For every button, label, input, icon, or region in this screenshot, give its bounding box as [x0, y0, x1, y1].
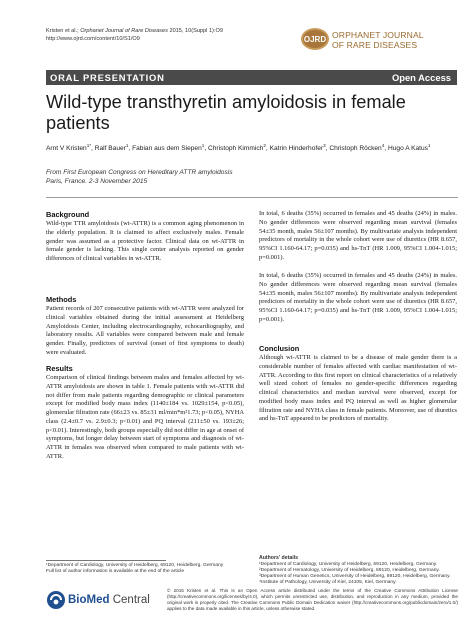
results-text: Comparison of clinical findings between males and females affected by wt-ATTR amyloidosis are shown in table 1. Female patients with wt-ATTR did not differ from male patients regarding demographic or clinical parameters except for modified body mass index (1140±184 vs. 1029±154, p<0.05), glomerular filtration rate (66±23 vs. 85±31 ml/min*m²1.73; p<0.05), NYHA class (2.4±0.7 vs. 2.9±0.3; p<0.01) and PQ interval (211±50 vs. 193±26; p<0.01). Interestingly, both groups especially did not differ in age at onset of symptoms, but longer delay between start of symptoms and diagnosis of wt-ATTR in females was observed when compared to male patients with wt-ATTR.	[46, 374, 244, 460]
publisher-name	[68, 593, 150, 607]
background-text: Wild-type TTR amyloidosis (wt-ATTR) is a common aging phenomenon in the elderly population. It is claimed to affect exclusively males. Female gender was assumed as a protective factor. Clinical data on wt-ATTR in female gender is lacking. This single center analysis reported on gender differences of clinical variables in wt-ATTR.	[46, 220, 244, 262]
results-continued-text-b: In total, 6 deaths (35%) occurred in females and 45 deaths (24%) in males. No gender differences were observed regarding mean survival (females 54±35 month, males 56±107 months). By multivariate analysis independent predictors of mortality in the whole cohort were use of diuretics (HR 8.657, 95%CI 1.160-64.17; p=0.035) and hs-TnT (HR 1.009, 95%CI 1.004-1.015; p=0.001).	[259, 272, 457, 323]
footnote-divider	[46, 560, 166, 561]
conclusion-text: Although wt-ATTR is claimed to be a disease of male gender there is a considerable number of females affected with cardiac manifestation of wt-ATTR. According to this first report on clinical characteristics of a relatively well sized cohort of females no gender-specific differences regarding clinical characteristics and median survival were observed, except for modified body mass index and PQ interval as well as higher glomerular filtration rate and NYHA class in female patients. Moreover, use of diuretics and hs-TnT appeared to be predictors of mortality.	[259, 354, 457, 423]
citation-journal: Orphanet Journal of Rare Diseases	[80, 28, 168, 34]
footnote-info: Full list of author information is available at the end of the article	[46, 569, 185, 575]
author-affiliation-marker: 1*	[86, 143, 92, 148]
article-title: Wild-type transthyretin amyloidosis in female patients	[46, 92, 406, 133]
open-access-label: Open Access	[391, 72, 451, 83]
author-name: Christoph Röcken	[329, 145, 382, 153]
results-continued-b	[259, 272, 457, 325]
author-affiliation-marker: 4	[381, 143, 385, 148]
author-name: Fabian aus dem Siepen	[132, 145, 202, 153]
publisher-name-light: Central	[109, 594, 150, 606]
biomed-central-icon	[46, 590, 66, 610]
article-url[interactable]: http://www.ojrd.com/content/10/S1/O9	[46, 35, 140, 42]
author-affiliation-marker: 3	[323, 143, 326, 148]
author-affiliation-marker: 1	[427, 143, 431, 148]
footnote-affiliation: ¹Department of Cardiology, University of Heidelberg, 69120, Heidelberg, Germany	[46, 563, 224, 568]
header-divider	[46, 197, 458, 198]
methods-heading: Methods	[46, 295, 77, 304]
section-banner	[46, 70, 457, 85]
ojrd-badge-icon	[300, 27, 330, 51]
background-section	[46, 210, 244, 264]
author-list: Arnt V Kristen$^{1*}$, Ralf Bauer$^1$, Fabian aus dem Siepen$^1$, Christoph Kimmich$^2$, Katrin Hinderhofer$^3$, Christoph Röcken$^4$, Hugo A Katus$^1$	[46, 143, 431, 153]
results-continued-a	[259, 210, 457, 263]
logo-line1: ORPHANET JOURNAL	[332, 30, 424, 40]
logo-badge-text: OJRD	[303, 35, 327, 44]
license-text: © 2015 Kristen et al. This is an Open Access article distributed under the terms of the Creative Commons Attribution License (http://creativecommons.org/licenses/by/4.0), which permits unrestricted use, distribution, and reproduction in any medium, provided the original work is properly cited. The Creative Commons Public Domain Dedication waiver (http://creativecommons.org/publicdomain/zero/1.0/) applies to the data made available in this article, unless otherwise stated.	[167, 588, 458, 611]
conference-place-date: Paris, France. 2-3 November 2015	[46, 178, 148, 186]
citation-authors: Kristen et al.	[46, 28, 78, 34]
journal-logo	[300, 27, 460, 53]
logo-line2: OF RARE DISEASES	[332, 40, 418, 50]
authors-details	[259, 555, 457, 586]
conclusion-section	[259, 344, 457, 424]
author-name: Arnt V Kristen	[46, 145, 87, 153]
results-heading: Results	[46, 364, 73, 373]
author-name: Katrin Hinderhofer	[269, 145, 324, 153]
citation-line: Kristen et al.; Orphanet Journal of Rare Diseases 2015, 10(Suppl 1):O9	[46, 28, 223, 34]
author-name: Hugo A Katus	[387, 145, 428, 153]
conference-source	[46, 168, 446, 187]
author-affiliation-marker: 1	[125, 143, 129, 148]
results-continued-text-a: In total, 6 deaths (35%) occurred in females and 45 deaths (24%) in males. No gender differences were observed regarding mean survival (females 54±35 month, males 56±107 months). By multivariate analysis independent predictors of mortality in the whole cohort were use of diuretics (HR 8.657, 95%CI 1.160-64.17; p=0.035) and hs-TnT (HR 1.009, 95%CI 1.004-1.015; p=0.001).	[259, 210, 457, 261]
author-name: Christoph Kimmich	[207, 145, 264, 153]
logo-text	[332, 30, 424, 50]
methods-section	[46, 295, 244, 358]
article-type-label: ORAL PRESENTATION	[50, 72, 165, 83]
background-heading: Background	[46, 210, 90, 219]
methods-text: Patient records of 207 consecutive patients with wt-ATTR were analyzed for clinical variables obtained during the initial assessment at Heidelberg Amyloidosis Center, including electrocardiography, echocardiography, and laboratory results. All variables were compared between male and female gender. Finally, predictors of survival (onset of first symptoms to death) were evaluated.	[46, 305, 244, 356]
author-affiliation-marker: 2	[263, 143, 266, 148]
conclusion-heading: Conclusion	[259, 344, 300, 353]
results-section	[46, 364, 244, 462]
conference-name: From First European Congress on Hereditary ATTR amyloidosis	[46, 169, 233, 176]
author-name: Ralf Bauer	[94, 145, 126, 153]
footnote	[46, 563, 246, 575]
publisher-logo[interactable]	[46, 590, 150, 612]
publisher-name-bold: BioMed	[68, 594, 110, 606]
authors-details-text: ¹Department of Cardiology, University of Heidelberg, 69120, Heidelberg, Germany. ²Department of Hematology, University of Heidelberg, 69120, Heidelberg, Germany. ³Department of Human Genetics, University of Heidelberg, 69120, Heidelberg, Germany. ⁴Institute of Pathology, University of Kiel, 24105, Kiel, Germany.	[259, 562, 451, 586]
author-affiliation-marker: 1	[201, 143, 205, 148]
authors-details-heading: Authors' details	[259, 555, 298, 561]
header-citation	[46, 28, 306, 43]
citation-volume: 2015, 10(Suppl 1):O9	[169, 28, 223, 34]
